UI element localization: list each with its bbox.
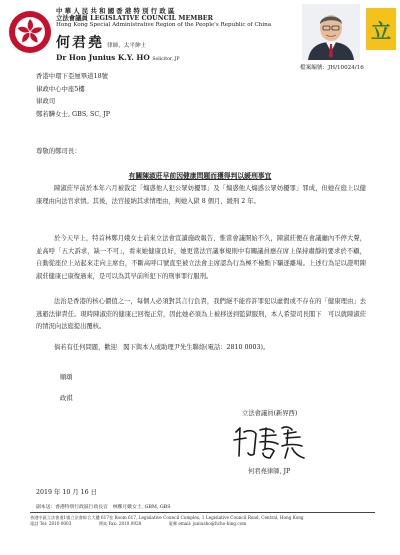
member-name-cn: 何君堯 [56, 35, 104, 51]
member-title-en: Solicitor, JP [152, 57, 180, 62]
regards: 政祺 [60, 395, 73, 402]
carbon-copy: 副本送：香港特別行政區行政長官 林鄭月娥女士, GBM, GBS [36, 505, 171, 510]
address-line: 律政中心中座5樓 [36, 84, 85, 93]
letterhead-line-2: 立法會議員 LEGISLATIVE COUNCIL MEMBER [56, 14, 213, 22]
footer-fax: 傳真 Fax: 2810 0928 [98, 521, 142, 527]
handwritten-signature [230, 420, 310, 464]
recipient-address [36, 70, 110, 120]
footer-divider [30, 512, 375, 513]
member-title-cn: 律師，太平紳士 [107, 43, 147, 49]
letterhead-line-1: 中 華 人 民 共 和 國 香 港 特 別 行 政 區 [56, 7, 175, 15]
footer-tel: 電話 Tel: 2810 0003 [30, 521, 72, 527]
footer-email: 電郵 email: juniusho@hcho-hing.com [168, 521, 247, 527]
party-logo-char: 立 [371, 18, 391, 43]
signer-name: 何君堯律師, JP [248, 468, 291, 475]
closing: 順頌 [60, 374, 73, 381]
member-portrait [302, 4, 360, 60]
letterhead-line-3: Hong Kong Special Administrative Region of the People's Republic of China [56, 22, 272, 28]
body-paragraph-2: 於今天早上，特首林鄭月娥女士前來立法會宣讀施政報告，惟當會議開始不久，陳淑莊便在會議廳內不停大聲，並高呼「五大訴求，缺一不可」，看來她健康良好，她更當法官議事規則中有關議員應在席上保持肅靜的要求於不顧，自動從座位上站起來走向主席台，不斷高呼口號直至被立法會主席認為行為極不檢點下驅逐離場。上述行為足以證明陳淑莊健康已康復過來，是可以為其早前所犯下的刑事罪行服刑。 [36, 235, 366, 280]
letterhead-footer [30, 515, 375, 527]
party-logo [366, 8, 396, 50]
letter-subject: 有關陳淑莊早前因健康問題而獲得判以緩刑事宜 [128, 172, 272, 180]
body-paragraph-1: 陳淑莊早前於本年六月被裁定「煽惑他人犯公眾妨擾罪」及「煽惑他人煽惑公眾妨擾罪」罪成，但她在庭上以健康理由向法官求情。其後，法官接納其求情理由，判她入獄 8 個月，緩刑 2 年。 [36, 185, 366, 205]
member-name-en-row [56, 53, 296, 62]
file-number: 檔案編號：JH/10024/16 [300, 65, 364, 71]
body-paragraph-4: 倘若有任何問題，歡迎 閣下與本人或助理尹先生聯絡(電話：2810 0003)。 [54, 344, 270, 351]
letterhead [56, 8, 296, 62]
sender-office: 立法會議員(新界西) [242, 410, 298, 417]
footer-address: 香港中區立法會道1號立法會綜合大樓 617室 Room 617, Legislative Council Complex, 1 Legislative Council Road, Central, Hong Kong [30, 515, 304, 520]
salutation: 尊敬的鄭司長： [36, 147, 81, 155]
member-name-en: Dr Hon Junius K.Y. HO [56, 53, 150, 62]
hksar-emblem-icon [8, 10, 52, 54]
address-line: 律政司 [36, 97, 56, 105]
address-line: 香港中環下亞厘畢道18號 [36, 72, 109, 80]
letter-date: 2019 年 10 月 16 日 [36, 489, 97, 496]
member-name-cn-row [56, 32, 296, 52]
body-paragraph-3: 法治是香港的核心價值之一，每個人必須對其言行負責，我們絕不能容許罪犯以虛假或不存在的「健康理由」去逃避法律責任。現時陳淑莊的健康已回復正常，因此她必須為上被移送到監獄服刑，本人希望司長閣下 可以就陳淑莊的情況向法庭提出覆核。 [36, 298, 366, 331]
footer-contacts [30, 521, 375, 527]
address-line: 鄭若驊女士, GBS, SC, JP [36, 109, 110, 118]
